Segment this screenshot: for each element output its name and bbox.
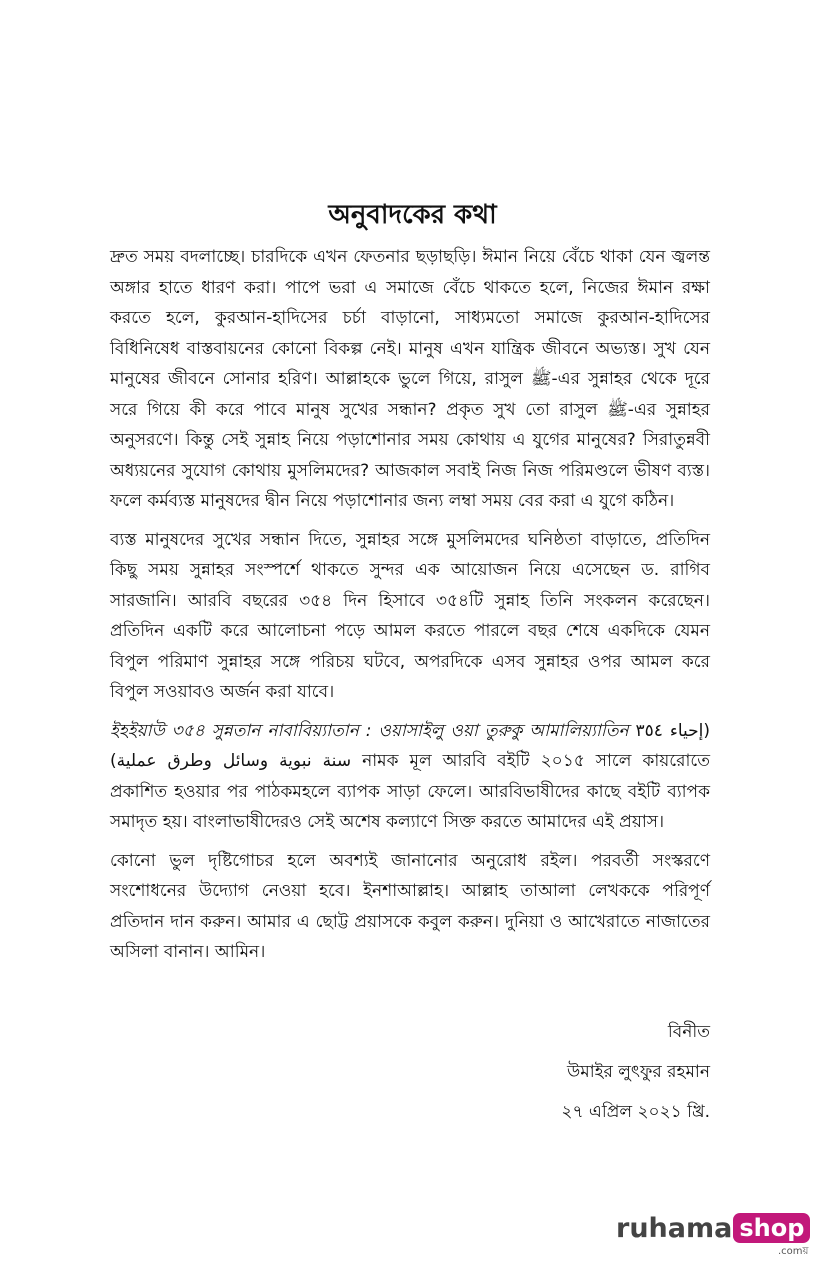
book-title-transliteration: ইহইয়াউ ৩৫৪ সুন্নতান নাবাবিয়্যাতান : ওয়াসাইলু ওয়া তুরুকু আমালিয়্যাতিন: [110, 720, 629, 741]
paragraph-4: কোনো ভুল দৃষ্টিগোচর হলে অবশ্যই জানানোর অনুরোধ রইল। পরবর্তী সংস্করণে সংশোধনের উদ্যোগ নেওয়া হবে। ইনশাআল্লাহ। আল্লাহ তাআলা লেখককে পরিপূর্ণ প্রতিদান দান করুন। আমার এ ছোট্ট প্রয়াসকে কবুল করুন। দুনিয়া ও আখেরাতে নাজাতের অসিলা বানান। আমিন।: [110, 850, 710, 962]
paragraph-2: ব্যস্ত মানুষদের সুখের সন্ধান দিতে, সুন্নাহর সঙ্গে মুসলিমদের ঘনিষ্ঠতা বাড়াতে, প্রতিদিন কিছু সময় সুন্নাহর সংস্পর্শে থাকতে সুন্দর এক আয়োজন নিয়ে এসেছেন ড. রাগিব সারজানি। আরবি বছরের ৩৫৪ দিন হিসাবে ৩৫৪টি সুন্নাহ তিনি সংকলন করেছেন। প্রতিদিন একটি করে আলোচনা পড়ে আমল করতে পারলে বছর শেষে একদিকে যেমন বিপুল পরিমাণ সুন্নাহর সঙ্গে পরিচয় ঘটবে, অপরদিকে এসব সুন্নাহর ওপর আমল করে বিপুল সওয়াবও অর্জন করা যাবে।: [110, 529, 710, 702]
signature-date: ২৭ এপ্রিল ২০২১ খ্রি.: [561, 1102, 710, 1122]
signature-block: [561, 1012, 710, 1132]
signature-name: উমাইর লুৎফুর রহমান: [567, 1062, 710, 1082]
paragraph-3-text: নামক মূল আরবি বইটি ২০১৫ সালে কায়রোতে প্রকাশিত হওয়ার পর পাঠকমহলে ব্যাপক সাড়া ফেলে। আরবিভাষীদের কাছে বইটি ব্যাপক সমাদৃত হয়। বাংলাভাষীদেরও সেই অশেষ কল্যাণে সিক্ত করতে আমাদের এই প্রয়াস।: [110, 751, 710, 832]
body-text: [110, 242, 710, 976]
book-title-arabic: (إحياء ٣٥٤ سنة نبوية وسائل وطرق عملية): [110, 720, 710, 771]
logo-text-shop: shop: [733, 1213, 810, 1243]
logo-domain: .comয়: [777, 1246, 809, 1257]
signature-closing: বিনীত: [667, 1022, 710, 1042]
logo-text-ruhama: ruhama: [616, 1213, 733, 1244]
page-title: অনুবাদকের কথা: [328, 200, 497, 230]
paragraph-1: দ্রুত সময় বদলাচ্ছে। চারদিকে এখন ফেতনার ছড়াছড়ি। ঈমান নিয়ে বেঁচে থাকা যেন জ্বলন্ত অঙ্গার হাতে ধারণ করা। পাপে ভরা এ সমাজে বেঁচে থাকতে হলে, নিজের ঈমান রক্ষা করতে হলে, কুরআন-হাদিসের চর্চা বাড়ানো, সাধ্যমতো সমাজে কুরআন-হাদিসের বিধিনিষেধ বাস্তবায়নের কোনো বিকল্প নেই। মানুষ এখন যান্ত্রিক জীবনে অভ্যস্ত। সুখ যেন মানুষের জীবনে সোনার হরিণ। আল্লাহকে ভুলে গিয়ে, রাসুল ﷺ-এর সুন্নাহর থেকে দূরে সরে গিয়ে কী করে পাবে মানুষ সুখের সন্ধান? প্রকৃত সুখ তো রাসুল ﷺ-এর সুন্নাহর অনুসরণে। কিন্তু সেই সুন্নাহ নিয়ে পড়াশোনার সময় কোথায় এ যুগের মানুষের? সিরাতুন্নবী অধ্যয়নের সুযোগ কোথায় মুসলিমদের? আজকাল সবাই নিজ নিজ পরিমণ্ডলে ভীষণ ব্যস্ত। ফলে কর্মব্যস্ত মানুষদের দ্বীন নিয়ে পড়াশোনার জন্য লম্বা সময় বের করা এ যুগে কঠিন।: [110, 247, 710, 511]
ruhamashop-logo: [616, 1213, 810, 1257]
paragraph-3: [110, 716, 710, 838]
